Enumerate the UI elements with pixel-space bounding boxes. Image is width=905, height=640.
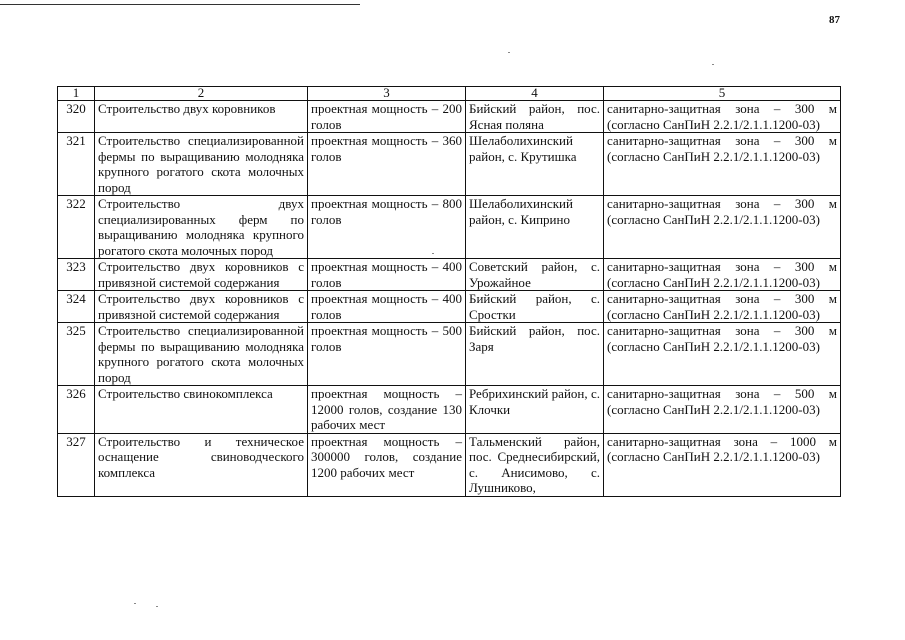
- zone-cell: санитарно-защитная зона – 300 м (согласно СанПиН 2.2.1/2.1.1.1200-03): [604, 133, 841, 196]
- row-number: 326: [58, 386, 95, 434]
- column-header-3: 3: [308, 87, 466, 101]
- object-cell: Строительство и техническое оснащение свиноводческого комплекса: [95, 433, 308, 496]
- top-rule: [0, 4, 360, 5]
- capacity-cell: проектная мощность – 12000 голов, создание 130 рабочих мест: [308, 386, 466, 434]
- location-cell: Бийский район, с. Сростки: [466, 291, 604, 323]
- location-cell: Бийский район, пос. Заря: [466, 323, 604, 386]
- object-cell: Строительство двух коровников с привязной системой содержания: [95, 291, 308, 323]
- table-row: [58, 133, 841, 196]
- column-header-2: 2: [95, 87, 308, 101]
- location-cell: Тальменский район, пос. Среднесибирский, с. Анисимово, с. Лушниково,: [466, 433, 604, 496]
- column-header-4: 4: [466, 87, 604, 101]
- row-number: 325: [58, 323, 95, 386]
- row-number: 321: [58, 133, 95, 196]
- object-cell: Строительство свинокомплекса: [95, 386, 308, 434]
- capacity-cell: проектная мощность – 800 голов: [308, 196, 466, 259]
- row-number: 324: [58, 291, 95, 323]
- zone-cell: санитарно-защитная зона – 300 м (согласно СанПиН 2.2.1/2.1.1.1200-03): [604, 323, 841, 386]
- row-number: 327: [58, 433, 95, 496]
- object-cell: Строительство двух специализированных ферм по выращиванию молодняка крупного рогатого скота молочных пород: [95, 196, 308, 259]
- scan-speck: [156, 606, 158, 607]
- table-header-row: [58, 87, 841, 101]
- row-number: 323: [58, 259, 95, 291]
- object-cell: Строительство двух коровников: [95, 101, 308, 133]
- scan-speck: [134, 603, 136, 604]
- zone-cell: санитарно-защитная зона – 300 м (согласно СанПиН 2.2.1/2.1.1.1200-03): [604, 196, 841, 259]
- table-row: [58, 433, 841, 496]
- zone-cell: санитарно-защитная зона – 500 м (согласно СанПиН 2.2.1/2.1.1.1200-03): [604, 386, 841, 434]
- column-header-5: 5: [604, 87, 841, 101]
- table-row: [58, 101, 841, 133]
- location-cell: Бийский район, пос. Ясная поляна: [466, 101, 604, 133]
- table-row: [58, 291, 841, 323]
- location-cell: Шелаболихинский район, с. Киприно: [466, 196, 604, 259]
- capacity-cell: проектная мощность – 360 голов: [308, 133, 466, 196]
- zone-cell: санитарно-защитная зона – 300 м (согласно СанПиН 2.2.1/2.1.1.1200-03): [604, 259, 841, 291]
- table-row: [58, 196, 841, 259]
- row-number: 322: [58, 196, 95, 259]
- capacity-cell: проектная мощность – 200 голов: [308, 101, 466, 133]
- object-cell: Строительство двух коровников с привязной системой содержания: [95, 259, 308, 291]
- column-header-1: 1: [58, 87, 95, 101]
- scan-speck: [432, 253, 434, 254]
- capacity-cell: проектная мощность – 400 голов: [308, 291, 466, 323]
- row-number: 320: [58, 101, 95, 133]
- capacity-cell: проектная мощность – 300000 голов, создание 1200 рабочих мест: [308, 433, 466, 496]
- zone-cell: санитарно-защитная зона – 300 м (согласно СанПиН 2.2.1/2.1.1.1200-03): [604, 291, 841, 323]
- table-row: [58, 323, 841, 386]
- objects-table: [57, 86, 841, 497]
- page-number: 87: [829, 14, 840, 26]
- capacity-cell: проектная мощность – 400 голов: [308, 259, 466, 291]
- table-row: [58, 386, 841, 434]
- zone-cell: санитарно-защитная зона – 1000 м (согласно СанПиН 2.2.1/2.1.1.1200-03): [604, 433, 841, 496]
- scan-speck: [508, 52, 510, 53]
- object-cell: Строительство специализированной фермы по выращиванию молодняка крупного рогатого скота молочных пород: [95, 133, 308, 196]
- object-cell: Строительство специализированной фермы по выращиванию молодняка крупного рогатого скота молочных пород: [95, 323, 308, 386]
- scan-speck: [712, 64, 714, 65]
- location-cell: Советский район, с. Урожайное: [466, 259, 604, 291]
- capacity-cell: проектная мощность – 500 голов: [308, 323, 466, 386]
- zone-cell: санитарно-защитная зона – 300 м (согласно СанПиН 2.2.1/2.1.1.1200-03): [604, 101, 841, 133]
- location-cell: Шелаболихинский район, с. Крутишка: [466, 133, 604, 196]
- location-cell: Ребрихинский район, с. Клочки: [466, 386, 604, 434]
- table-row: [58, 259, 841, 291]
